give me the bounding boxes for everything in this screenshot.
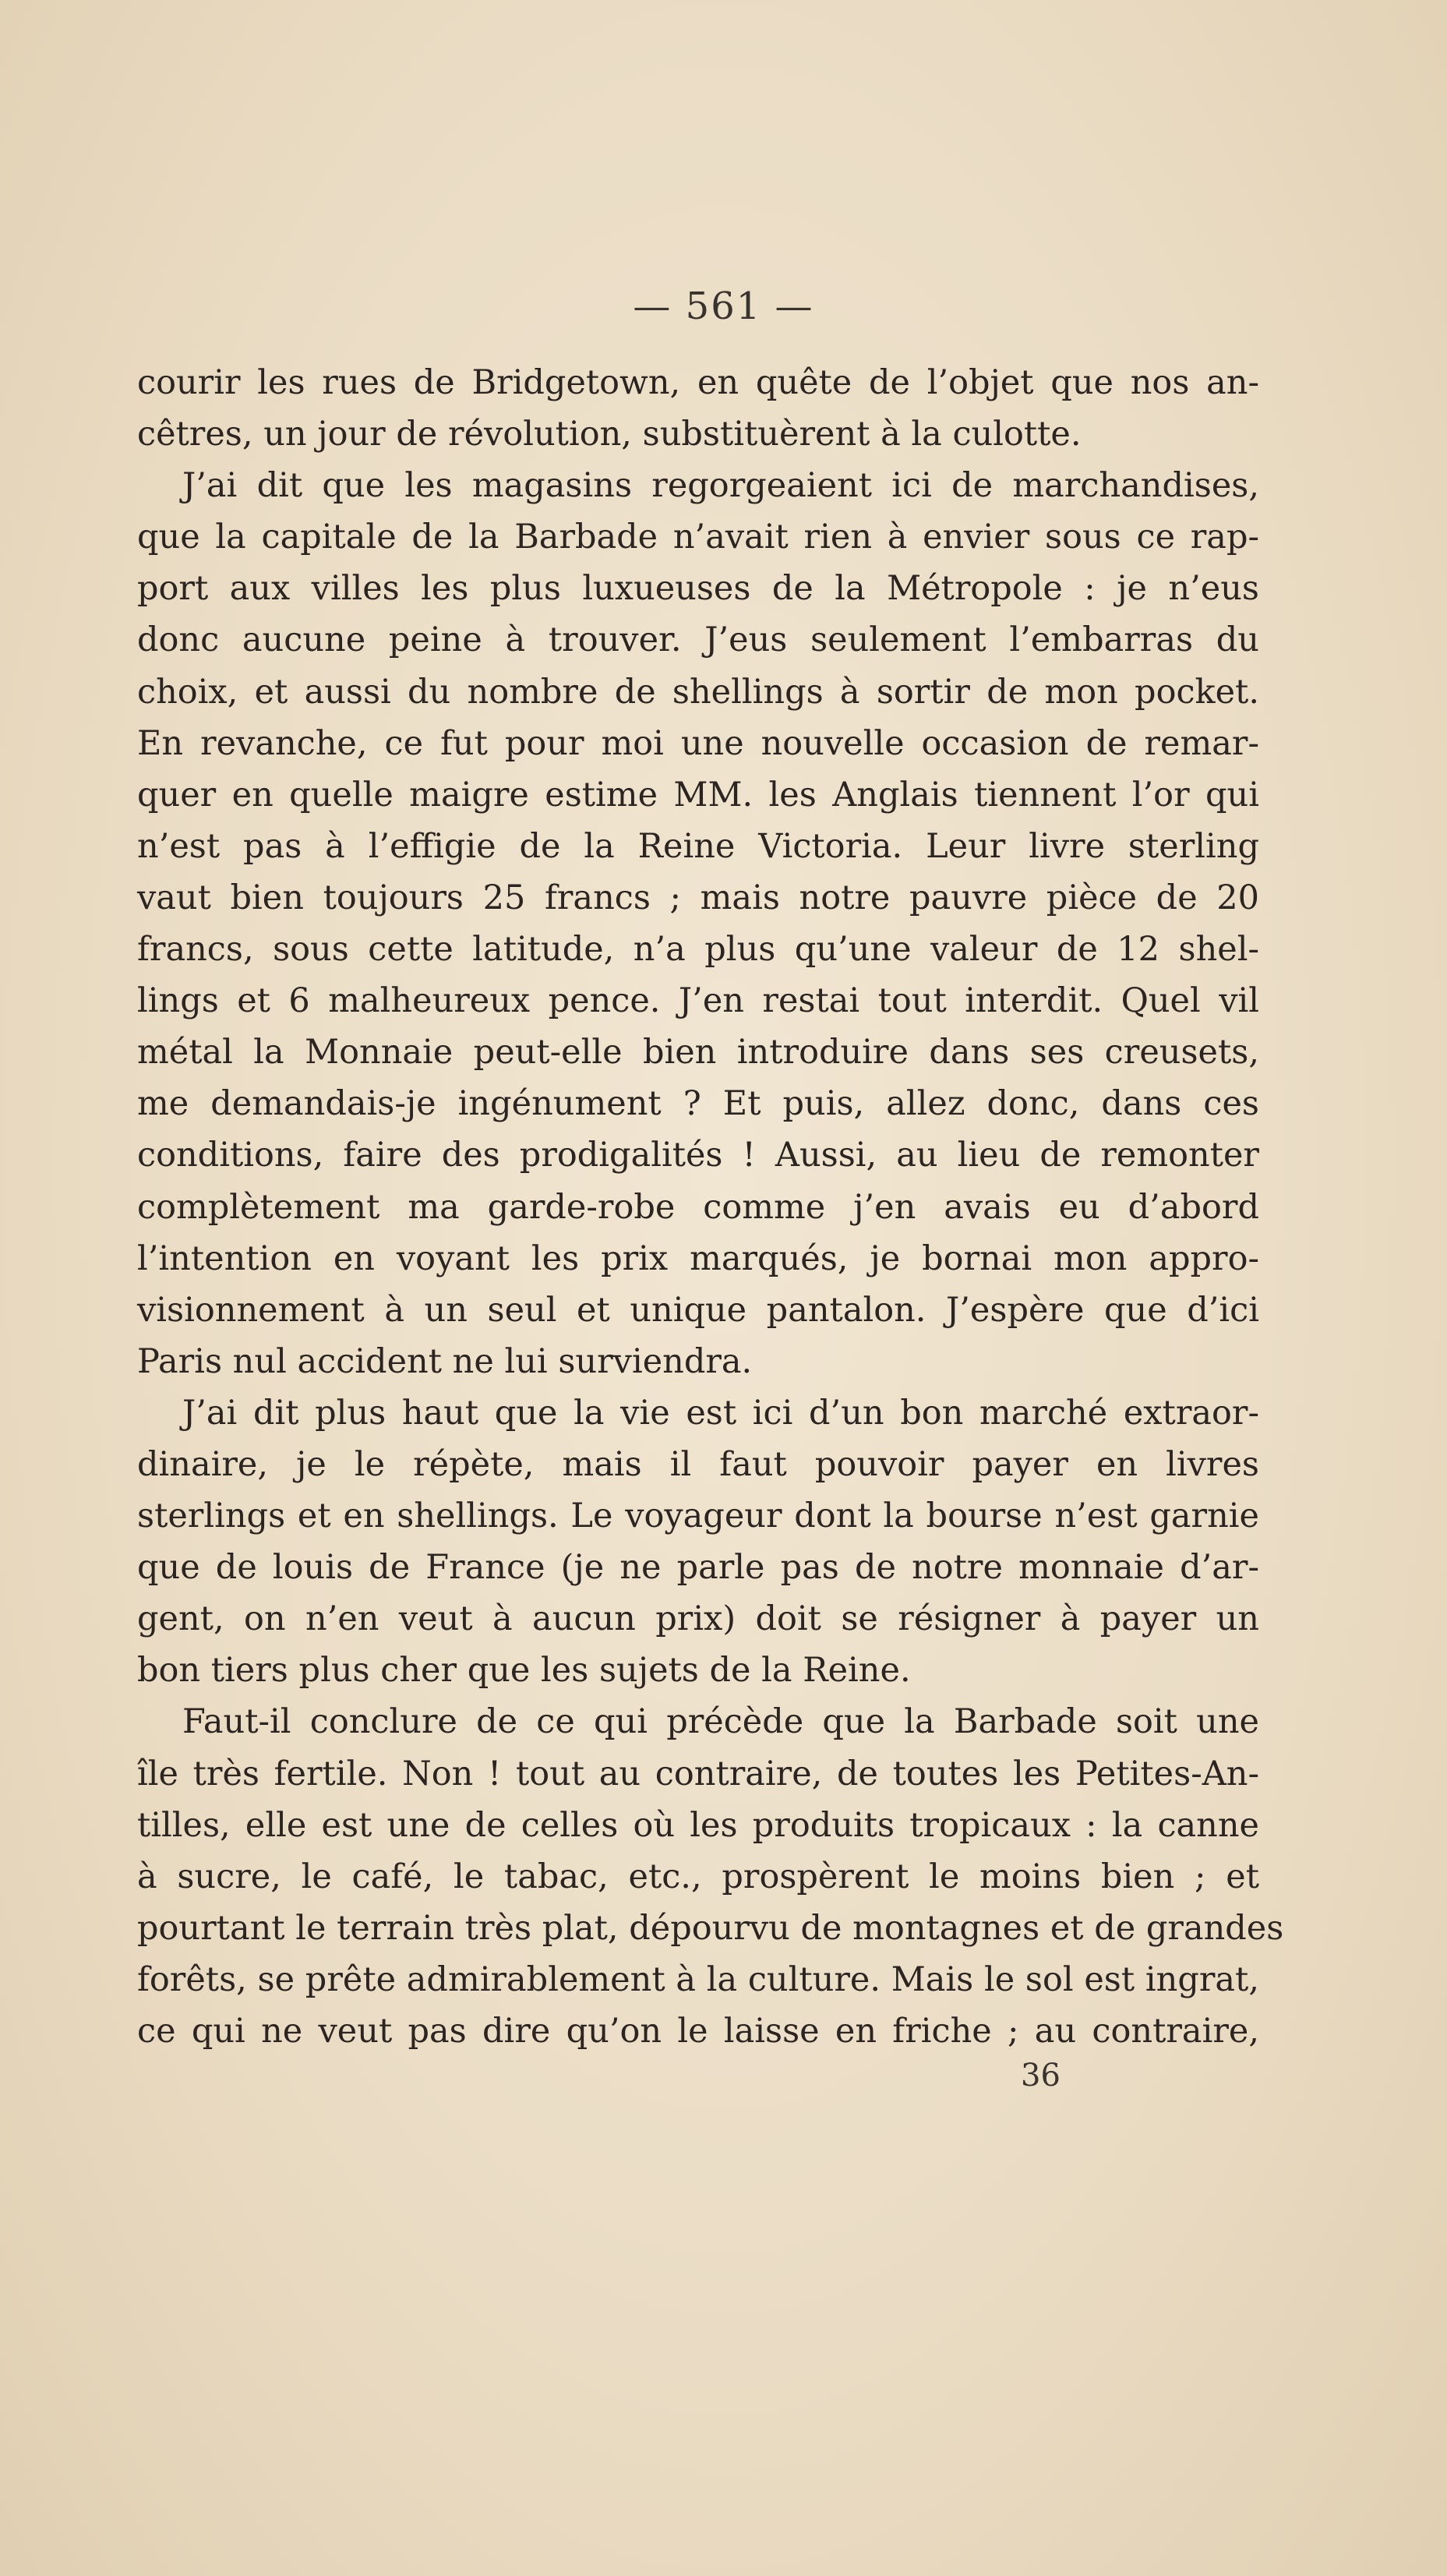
text-line: à sucre, le café, le tabac, etc., prospèrent le moins bien ; et [137,1857,1259,1896]
text-line: conditions, faire des prodigalités ! Aussi, au lieu de remonter [137,1136,1259,1175]
text-line: ce qui ne veut pas dire qu’on le laisse en friche ; au contraire, [137,2012,1259,2051]
text-line: dinaire, je le répète, mais il faut pouvoir payer en livres [137,1444,1259,1484]
text-line: Paris nul accident ne lui surviendra. [137,1341,753,1381]
signature-mark: 36 [1021,2058,1061,2094]
text-line: que de louis de France (je ne parle pas de notre monnaie d’ar- [137,1548,1259,1588]
text-line: Faut-il conclure de ce qui précède que la Barbade soit une [182,1702,1259,1742]
text-line: forêts, se prête admirablement à la culture. Mais le sol est ingrat, [137,1959,1259,1999]
text-line: l’intention en voyant les prix marqués, je bornai mon appro- [137,1239,1259,1278]
text-line: gent, on n’en veut à aucun prix) doit se résigner à payer un [137,1599,1259,1639]
text-line: bon tiers plus cher que les sujets de la Reine. [137,1651,911,1691]
text-line: pourtant le terrain très plat, dépourvu de montagnes et de grandes [137,1908,1284,1948]
page-number: — 561 — [633,284,814,328]
text-line: port aux villes les plus luxueuses de la Métropole : je n’eus [137,569,1259,609]
text-line: J’ai dit plus haut que la vie est ici d’un bon marché extraor- [182,1393,1259,1433]
text-line: courir les rues de Bridgetown, en quête de l’objet que nos an- [137,363,1259,402]
text-line: que la capitale de la Barbade n’avait rien à envier sous ce rap- [137,518,1259,557]
text-line: En revanche, ce fut pour moi une nouvelle occasion de remar- [137,723,1259,763]
text-line: me demandais-je ingénument ? Et puis, allez donc, dans ces [137,1084,1259,1124]
text-line: île très fertile. Non ! tout au contraire, de toutes les Petites-An- [137,1754,1259,1793]
text-line: cêtres, un jour de révolution, substituèrent à la culotte. [137,415,1082,454]
text-line: métal la Monnaie peut-elle bien introduire dans ses creusets, [137,1033,1259,1072]
text-line: francs, sous cette latitude, n’a plus qu’une valeur de 12 shel- [137,930,1259,970]
text-line: complètement ma garde-robe comme j’en avais eu d’abord [137,1187,1259,1227]
text-line: lings et 6 malheureux pence. J’en restai tout interdit. Quel vil [137,981,1259,1021]
text-line: choix, et aussi du nombre de shellings à sortir de mon pocket. [137,672,1259,712]
text-line: tilles, elle est une de celles où les produits tropicaux : la canne [137,1805,1259,1845]
text-line: n’est pas à l’effigie de la Reine Victoria. Leur livre sterling [137,826,1259,866]
text-line: donc aucune peine à trouver. J’eus seulement l’embarras du [137,620,1259,660]
text-line: visionnement à un seul et unique pantalon. J’espère que d’ici [137,1290,1259,1330]
text-line: quer en quelle maigre estime MM. les Anglais tiennent l’or qui [137,775,1259,814]
body-text [137,357,1284,2057]
text-line: sterlings et en shellings. Le voyageur dont la bourse n’est garnie [137,1496,1259,1536]
text-line: J’ai dit que les magasins regorgeaient ici de marchandises, [182,466,1259,506]
text-line: vaut bien toujours 25 francs ; mais notre pauvre pièce de 20 [137,878,1259,917]
